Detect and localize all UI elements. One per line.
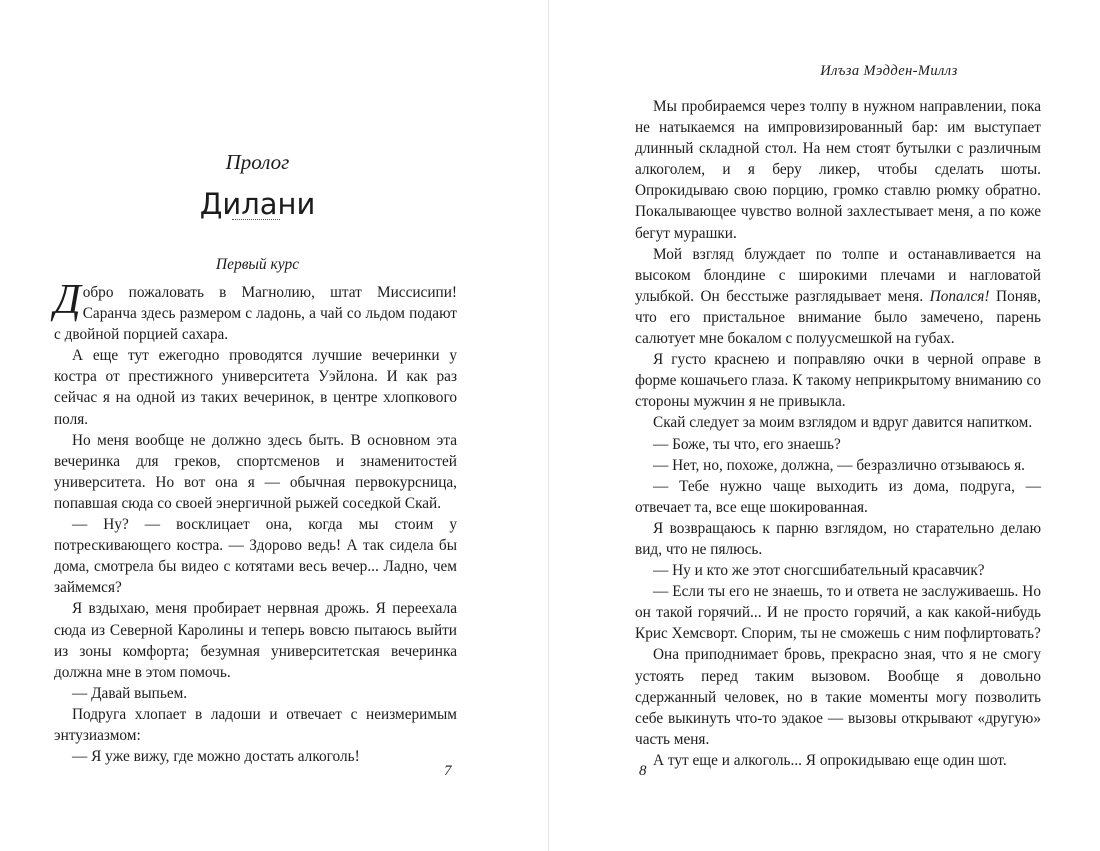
left-page	[0, 0, 548, 851]
paragraph: — Если ты его не знаешь, то и ответа не заслуживаешь. Но он такой горячий... И не просто горячий, а как какой-нибудь Крис Хемсворт. Спорим, ты не сможешь с ним пофлиртовать?	[635, 583, 1041, 643]
paragraph: Она приподнимает бровь, прекрасно зная, что я не смогу устоять перед таким вызовом. Вообще я довольно сдержанный человек, но в такие моменты могу позволить себе выкинуть что-то эдакое — вызовы открывают «другую» часть меня.	[635, 646, 1041, 748]
running-head: Илъза Мэдден-Миллз	[820, 63, 958, 79]
paragraph: — Нет, но, похоже, должна, — безразлично отзываюсь я.	[653, 456, 1025, 474]
page-number: 8	[639, 763, 647, 779]
paragraph-text: Поняв, что его пристальное внимание было замечено, парень салютует мне бокалом с полуусмешкой на губах.	[635, 287, 1041, 348]
paragraph: — Давай выпьем.	[72, 684, 188, 702]
right-body-text	[635, 96, 1041, 771]
paragraph: А тут еще и алкоголь... Я опрокидываю еще один шот.	[653, 751, 1007, 769]
paragraph: Но меня вообще не должно здесь быть. В основном эта вечеринка для греков, спортсменов и знаменитостей университета. Но вот она я — обычная первокурсница, попавшая сюда со своей энергичной рыжей соседкой Скай.	[54, 431, 457, 512]
paragraph: А еще тут ежегодно проводятся лучшие вечеринки у костра от престижного университета Уэйлона. И как раз сейчас я на одной из таких вечеринок, в центре хлопкового поля.	[54, 347, 457, 428]
drop-cap: Д	[54, 277, 81, 323]
paragraph: — Тебе нужно чаще выходить из дома, подруга, — отвечает та, все еще шокированная.	[635, 477, 1041, 516]
paragraph: Скай следует за моим взглядом и вдруг давится напитком.	[653, 414, 1033, 432]
paragraph	[635, 244, 1041, 349]
italic-emphasis: Попался!	[929, 287, 990, 305]
prolog-label: Пролог	[225, 150, 290, 174]
paragraph: — Ну? — восклицает она, когда мы стоим у потрескивающего костра. — Здорово ведь! А так сидела бы дома, смотрела бы видео с котятами весь вечер... Ладно, чем займемся?	[54, 516, 457, 597]
paragraph-text: Мой взгляд блуждает по толпе и останавливается на высоком блондине с широкими плечами и нагловатой улыбкой. Он бесстыже разглядывает меня.	[635, 245, 1041, 305]
paragraph: Я густо краснею и поправляю очки в черной оправе в форме кошачьего глаза. К такому неприкрытому вниманию со стороны мужчин я не привыкла.	[635, 351, 1041, 411]
chapter-title: Дилани	[199, 187, 316, 221]
paragraph: Я возвращаюсь к парню взглядом, но старательно делаю вид, что не пялюсь.	[635, 519, 1041, 558]
paragraph: Мы пробираемся через толпу в нужном направлении, пока не натыкаемся на импровизированный бар: им выступает длинный складной стол. На нем стоят бутылки с различным алкоголем, и я беру ликер, чтобы сделать шоты. Опрокидываю свою порцию, громко ставлю рюмку обратно. Покалывающее чувство волной захлестывает меня, а по коже бегут мурашки.	[635, 98, 1041, 242]
paragraph: — Боже, ты что, его знаешь?	[653, 435, 841, 453]
paragraph-text: обро пожаловать в Магнолию, штат Миссисипи! Саранча здесь размером с ладонь, а чай со льдом подают с двойной порцией сахара.	[54, 284, 457, 344]
paragraph: — Ну и кто же этот сногсшибательный красавчик?	[653, 562, 985, 580]
left-body-text	[54, 277, 457, 767]
paragraph: Я вздыхаю, меня пробирает нервная дрожь. Я переехала сюда из Северной Каролины и теперь вовсю пытаюсь выйти из зоны комфорта; безумная университетская вечеринка должна мне в этом помочь.	[54, 600, 457, 681]
paragraph: — Я уже вижу, где можно достать алкоголь!	[72, 748, 360, 766]
page-number: 7	[444, 763, 452, 779]
paragraph	[54, 277, 457, 345]
chapter-ornament	[232, 219, 280, 220]
section-subheading: Первый курс	[215, 256, 300, 273]
paragraph: Подруга хлопает в ладоши и отвечает с неизмеримым энтузиазмом:	[54, 705, 457, 744]
